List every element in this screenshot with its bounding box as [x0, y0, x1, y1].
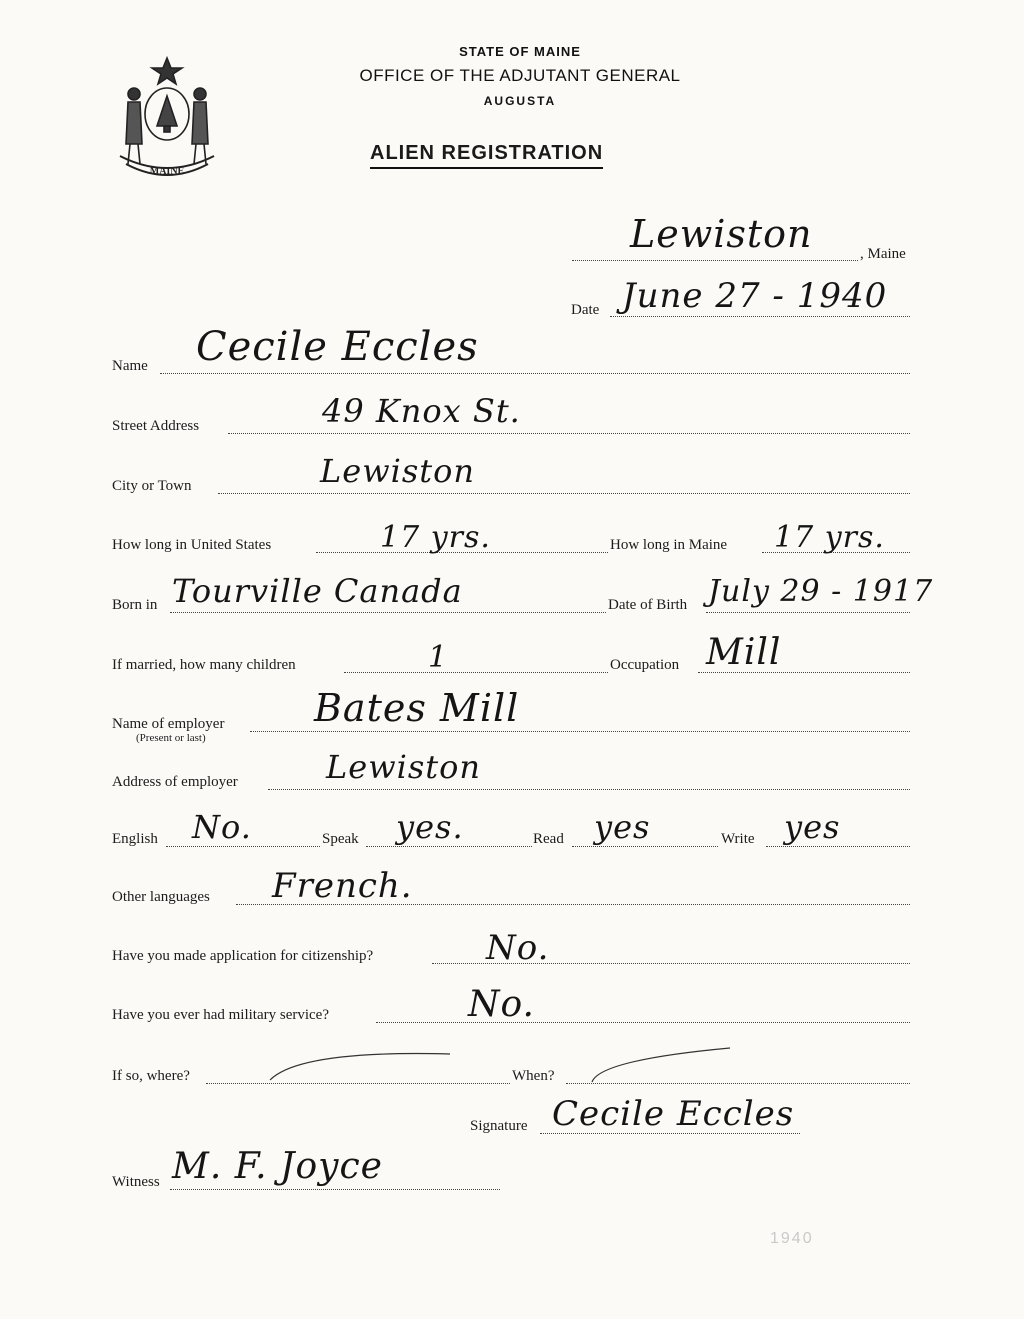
- when-label: When?: [512, 1068, 555, 1084]
- us-duration-value[interactable]: 17 yrs.: [380, 520, 491, 555]
- occupation-label: Occupation: [610, 657, 680, 673]
- citizenship-label: Have you made application for citizenship?: [112, 948, 374, 964]
- english-label: English: [112, 831, 158, 847]
- children-label: If married, how many children: [112, 657, 296, 673]
- speak-label: Speak: [322, 831, 359, 847]
- witness-value[interactable]: M. F. Joyce: [172, 1146, 383, 1187]
- other-languages-value[interactable]: French.: [272, 866, 413, 906]
- office-heading: OFFICE OF THE ADJUTANT GENERAL: [359, 66, 681, 85]
- name-value[interactable]: Cecile Eccles: [196, 324, 479, 370]
- employer-address-label: Address of employer: [112, 774, 238, 790]
- employer-value[interactable]: Bates Mill: [314, 686, 520, 730]
- maine-duration-label: How long in Maine: [610, 537, 728, 553]
- date-label: Date: [571, 302, 600, 318]
- read-value[interactable]: yes: [594, 808, 651, 846]
- occupation-value[interactable]: Mill: [706, 632, 782, 673]
- signature-value[interactable]: Cecile Eccles: [552, 1094, 795, 1134]
- employer-note: (Present or last): [136, 732, 206, 744]
- page-title: ALIEN REGISTRATION: [370, 142, 603, 169]
- place-value[interactable]: Lewiston: [630, 212, 813, 256]
- seal-banner-text: MAINE: [149, 166, 185, 177]
- city-label: City or Town: [112, 478, 192, 494]
- military-label: Have you ever had military service?: [112, 1007, 329, 1023]
- city-value[interactable]: Lewiston: [320, 452, 475, 490]
- write-value[interactable]: yes: [784, 808, 841, 846]
- employer-address-value[interactable]: Lewiston: [326, 748, 481, 786]
- place-suffix: , Maine: [860, 246, 906, 262]
- where-label: If so, where?: [112, 1068, 190, 1084]
- read-label: Read: [533, 831, 564, 847]
- date-value[interactable]: June 27 - 1940: [622, 276, 888, 316]
- signature-label: Signature: [470, 1118, 528, 1134]
- dob-label: Date of Birth: [608, 597, 688, 613]
- street-value[interactable]: 49 Knox St.: [322, 392, 521, 430]
- dob-value[interactable]: July 29 - 1917: [708, 574, 934, 609]
- maine-duration-value[interactable]: 17 yrs.: [774, 520, 885, 555]
- born-in-value[interactable]: Tourville Canada: [172, 572, 463, 610]
- faded-date-stamp: 1940: [770, 1230, 814, 1247]
- english-value[interactable]: No.: [192, 808, 252, 846]
- children-value[interactable]: 1: [428, 640, 449, 675]
- write-label: Write: [721, 831, 755, 847]
- other-languages-label: Other languages: [112, 889, 210, 905]
- us-duration-label: How long in United States: [112, 537, 272, 553]
- employer-label: Name of employer: [112, 716, 225, 732]
- blank-strike-marks: [260, 1040, 740, 1090]
- city-heading: AUGUSTA: [483, 94, 557, 108]
- citizenship-value[interactable]: No.: [486, 928, 550, 968]
- state-heading: STATE OF MAINE: [459, 44, 581, 59]
- name-label: Name: [112, 358, 148, 374]
- street-label: Street Address: [112, 418, 200, 434]
- witness-label: Witness: [112, 1174, 160, 1190]
- maine-state-seal-icon: [112, 52, 222, 187]
- born-in-label: Born in: [112, 597, 158, 613]
- speak-value[interactable]: yes.: [396, 808, 464, 846]
- military-value[interactable]: No.: [468, 984, 535, 1025]
